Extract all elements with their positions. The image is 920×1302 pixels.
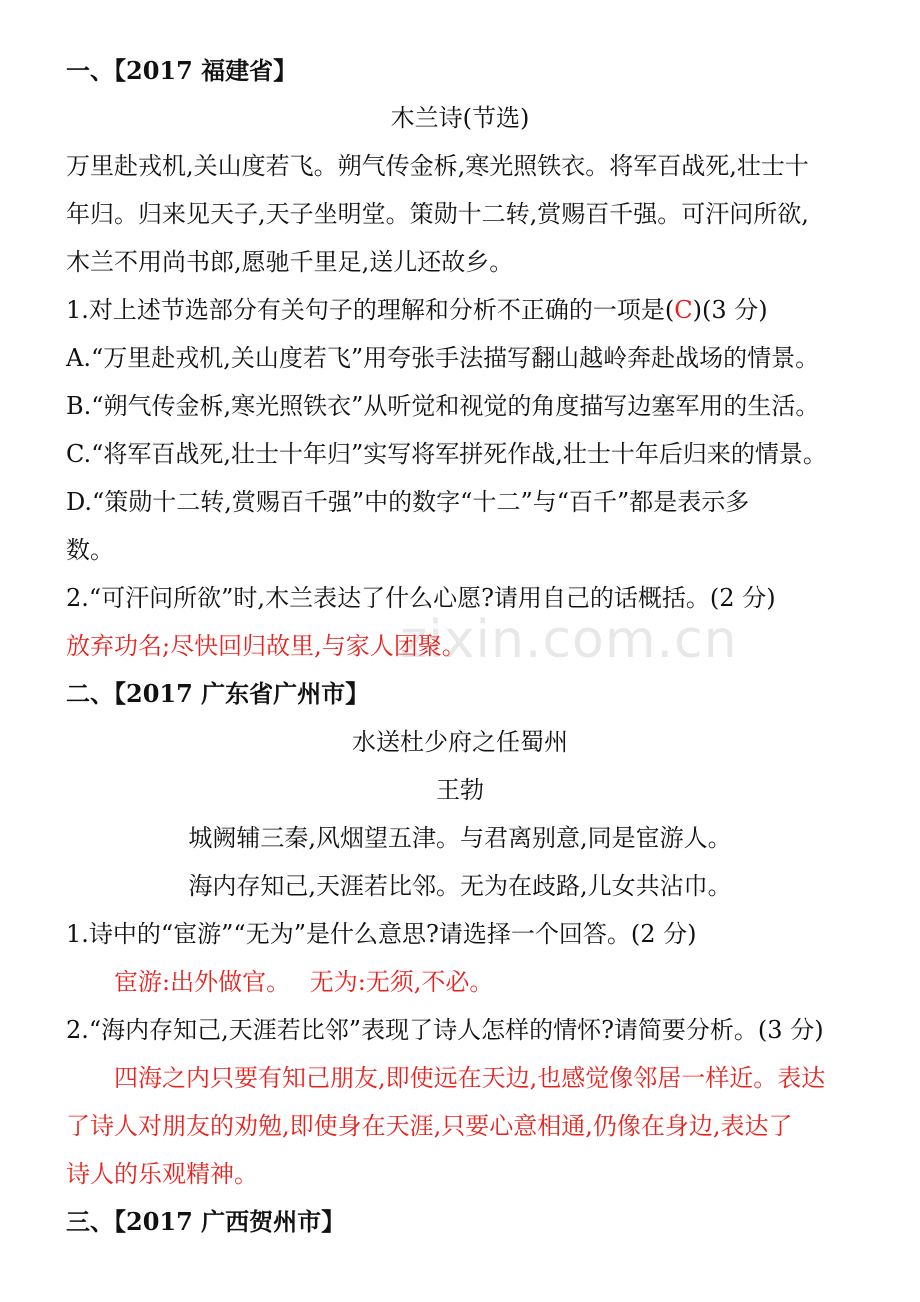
section-1-heading: 一、【2017 福建省】 xyxy=(66,56,298,85)
option-b: B.“朔气传金柝,寒光照铁衣”从听觉和视觉的角度描写边塞军用的生活。 xyxy=(66,392,820,420)
option-c: C.“将军百战死,壮士十年归”实写将军拼死作战,壮士十年后归来的情景。 xyxy=(66,440,827,468)
section-2-heading: 二、【2017 广东省广州市】 xyxy=(66,679,370,708)
section-1-title: 木兰诗(节选) xyxy=(390,104,530,132)
section-2-author: 王勃 xyxy=(436,776,484,804)
passage-line: 木兰不用尚书郎,愿驰千里足,送儿还故乡。 xyxy=(66,248,514,276)
passage-line: 年归。归来见天子,天子坐明堂。策勋十二转,赏赐百千强。可汗问所欲, xyxy=(66,200,809,228)
answer-2-line: 了诗人对朋友的劝勉,即使身在天涯,只要心意相通,仍像在身边,表达了 xyxy=(66,1112,793,1140)
answer-2-line: 诗人的乐观精神。 xyxy=(66,1160,258,1188)
question-1-score: )(3 分) xyxy=(692,296,768,324)
answer-1: 宦游:出外做官。 无为:无须,不必。 xyxy=(114,968,494,996)
watermark: zixin.com.cn xyxy=(400,610,738,670)
option-d-continued: 数。 xyxy=(66,536,114,564)
answer-2: 放弃功名;尽快回归故里,与家人团聚。 xyxy=(66,632,466,660)
section-2-title: 水送杜少府之任蜀州 xyxy=(352,728,568,756)
question-1-answer: C xyxy=(674,296,693,324)
section-3-heading: 三、【2017 广西贺州市】 xyxy=(66,1207,346,1236)
answer-2-line: 四海之内只要有知己朋友,即使远在天边,也感觉像邻居一样近。表达 xyxy=(114,1064,826,1092)
passage-line: 万里赴戎机,关山度若飞。朔气传金柝,寒光照铁衣。将军百战死,壮士十 xyxy=(66,152,809,180)
question-2: 2.“可汗问所欲”时,木兰表达了什么心愿?请用自己的话概括。(2 分) xyxy=(66,584,776,612)
question-1 xyxy=(66,294,866,326)
option-d: D.“策勋十二转,赏赐百千强”中的数字“十二”与“百千”都是表示多 xyxy=(66,488,750,516)
option-a: A.“万里赴戎机,关山度若飞”用夸张手法描写翻山越岭奔赴战场的情景。 xyxy=(66,344,820,372)
question-1: 1.诗中的“宦游”“无为”是什么意思?请选择一个回答。(2 分) xyxy=(66,920,697,948)
question-1-text: 1.对上述节选部分有关句子的理解和分析不正确的一项是( xyxy=(66,296,675,324)
question-2: 2.“海内存知己,天涯若比邻”表现了诗人怎样的情怀?请简要分析。(3 分) xyxy=(66,1016,824,1044)
poem-line: 城阙辅三秦,风烟望五津。与君离别意,同是宦游人。 xyxy=(188,824,732,852)
poem-line: 海内存知己,天涯若比邻。无为在歧路,儿女共沾巾。 xyxy=(188,872,732,900)
